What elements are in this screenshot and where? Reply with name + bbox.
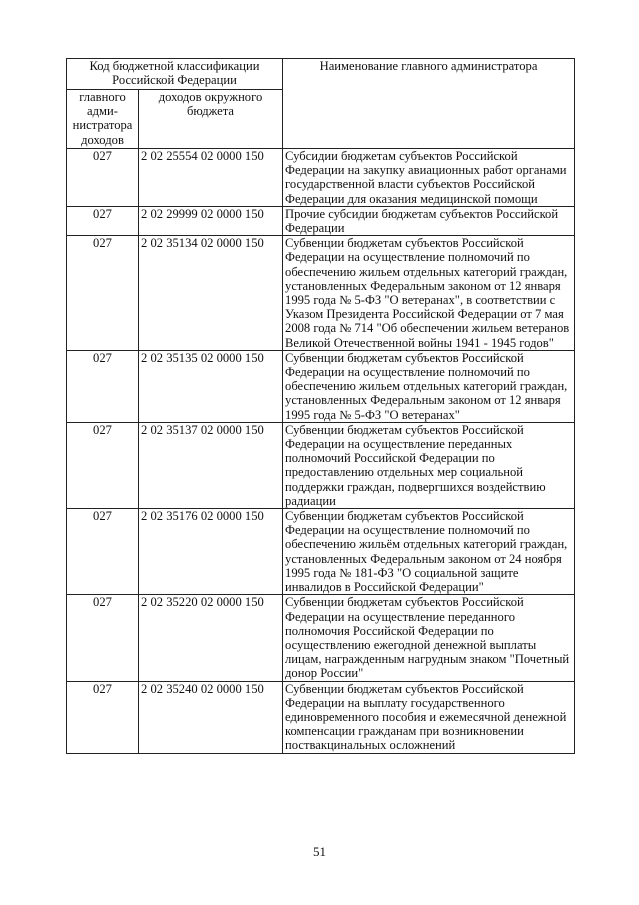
administrator-name-cell: Прочие субсидии бюджетам субъектов Российской Федерации [283,206,575,235]
budget-code-cell: 2 02 35135 02 0000 150 [139,350,283,422]
budget-code-cell: 2 02 29999 02 0000 150 [139,206,283,235]
budget-code-cell: 2 02 35220 02 0000 150 [139,595,283,681]
admin-code-cell: 027 [67,681,139,753]
admin-code-cell: 027 [67,206,139,235]
admin-code-cell: 027 [67,149,139,207]
budget-code-cell: 2 02 35137 02 0000 150 [139,422,283,508]
header-main-administrator: главного адми-нистратора доходов [67,90,139,149]
table-row [67,422,575,508]
administrator-name-cell: Субвенции бюджетам субъектов Российской Федерации на осуществление переданных полномочий Российской Федерации по предоставлению отдельных мер социальной поддержки граждан, подвергшихся воздействию радиации [283,422,575,508]
table-row [67,149,575,207]
page-number: 51 [313,844,326,859]
admin-code-cell: 027 [67,509,139,595]
budget-code-cell: 2 02 35176 02 0000 150 [139,509,283,595]
table-row [67,509,575,595]
budget-code-cell: 2 02 25554 02 0000 150 [139,149,283,207]
admin-code-cell: 027 [67,350,139,422]
header-budget-code-group: Код бюджетной классификации Российской Федерации [67,59,283,90]
admin-code-cell: 027 [67,595,139,681]
header-administrator-name: Наименование главного администратора [283,59,575,149]
table-row [67,236,575,351]
administrator-name-cell: Субвенции бюджетам субъектов Российской Федерации на осуществление полномочий по обеспечению жильем отдельных категорий граждан, установленных Федеральным законом от 12 января 1995 года № 5-ФЗ "О ветеранах" [283,350,575,422]
table-row [67,681,575,753]
administrator-name-cell: Субсидии бюджетам субъектов Российской Федерации на закупку авиационных работ органами государственной власти субъектов Российской Федерации для оказания медицинской помощи [283,149,575,207]
table-header-row [67,59,575,90]
budget-code-cell: 2 02 35134 02 0000 150 [139,236,283,351]
table-row [67,350,575,422]
admin-code-cell: 027 [67,236,139,351]
budget-code-cell: 2 02 35240 02 0000 150 [139,681,283,753]
admin-code-cell: 027 [67,422,139,508]
table-row [67,206,575,235]
administrator-name-cell: Субвенции бюджетам субъектов Российской Федерации на осуществление переданного полномочия Российской Федерации по осуществлению ежегодной денежной выплаты лицам, награжденным нагрудным знаком "Почетный донор России" [283,595,575,681]
administrator-name-cell: Субвенции бюджетам субъектов Российской Федерации на осуществление полномочий по обеспечению жильем отдельных категорий граждан, установленных Федеральным законом от 12 января 1995 года № 5-ФЗ "О ветеранах", в соответствии с Указом Президента Российской Федерации от 7 мая 2008 года № 714 "Об обеспечении жильем ветеранов Великой Отечественной войны 1941 - 1945 годов" [283,236,575,351]
administrator-name-cell: Субвенции бюджетам субъектов Российской Федерации на выплату государственного единовременного пособия и ежемесячной денежной компенсации гражданам при возникновении поствакцинальных осложнений [283,681,575,753]
header-district-income: доходов окружного бюджета [139,90,283,149]
administrator-name-cell: Субвенции бюджетам субъектов Российской Федерации на осуществление полномочий по обеспечению жильём отдельных категорий граждан, установленных Федеральным законом от 24 ноября 1995 года № 181-ФЗ "О социальной защите инвалидов в Российской Федерации" [283,509,575,595]
budget-classification-table [66,58,575,754]
table-row [67,595,575,681]
